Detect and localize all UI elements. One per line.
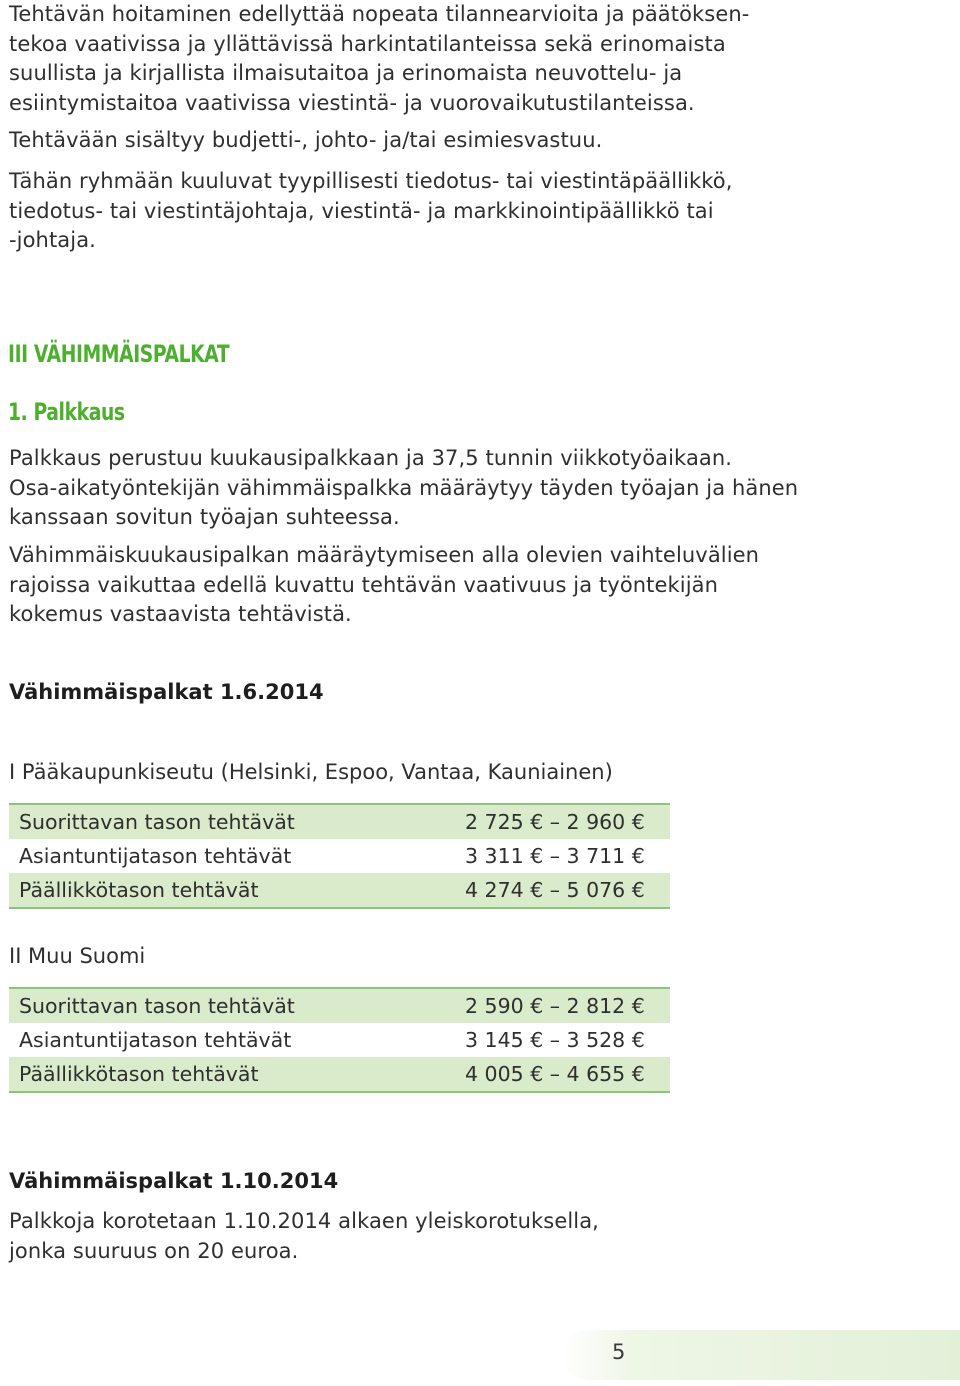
table-row bbox=[9, 805, 670, 839]
region-capital-title: I Pääkaupunkiseutu (Helsinki, Espoo, Vantaa, Kauniainen) bbox=[9, 760, 613, 784]
text-line: kanssaan sovitun työajan suhteessa. bbox=[9, 505, 400, 529]
row-label: Päällikkötason tehtävät bbox=[19, 1062, 259, 1086]
minimum-salaries-october-heading: Vähimmäispalkat 1.10.2014 bbox=[9, 1169, 339, 1193]
intro-paragraph-responsibility bbox=[9, 126, 909, 156]
section-subheading: 1. Palkkaus bbox=[8, 398, 125, 426]
text-line: Tehtävän hoitaminen edellyttää nopeata tilannearvioita ja päätöksen- bbox=[9, 2, 750, 26]
table-row bbox=[9, 989, 670, 1023]
salary-range-paragraph bbox=[9, 541, 909, 630]
text-line: rajoissa vaikuttaa edellä kuvattu tehtävän vaativuus ja työntekijän bbox=[9, 572, 719, 597]
text-line: -johtaja. bbox=[9, 228, 96, 252]
table-row bbox=[9, 873, 670, 907]
row-value: 2 725 € – 2 960 € bbox=[465, 810, 645, 834]
text-line: tekoa vaativissa ja yllättävissä harkintatilanteissa sekä erinomaista bbox=[9, 31, 726, 56]
salary-basis-paragraph bbox=[9, 444, 909, 533]
row-value: 4 005 € – 4 655 € bbox=[465, 1062, 645, 1086]
page-number: 5 bbox=[612, 1340, 626, 1364]
row-value: 3 311 € – 3 711 € bbox=[465, 844, 645, 868]
region-rest-of-finland-title: II Muu Suomi bbox=[9, 944, 146, 968]
text-line: esiintymistaitoa vaativissa viestintä- ja vuorovaikutustilanteissa. bbox=[9, 90, 695, 115]
row-label: Suorittavan tason tehtävät bbox=[19, 994, 295, 1018]
row-label: Päällikkötason tehtävät bbox=[19, 878, 259, 902]
row-value: 3 145 € – 3 528 € bbox=[465, 1028, 645, 1052]
text-line: Tehtävään sisältyy budjetti-, johto- ja/tai esimiesvastuu. bbox=[9, 128, 603, 152]
row-label: Asiantuntijatason tehtävät bbox=[19, 1028, 292, 1052]
intro-paragraph-requirements bbox=[9, 0, 909, 118]
table-row bbox=[9, 1057, 670, 1091]
minimum-salaries-june-heading: Vähimmäispalkat 1.6.2014 bbox=[9, 680, 324, 704]
text-line: suullista ja kirjallista ilmaisutaitoa ja erinomaista neuvottelu- ja bbox=[9, 61, 683, 85]
salary-increase-paragraph bbox=[9, 1207, 909, 1266]
text-line: jonka suuruus on 20 euroa. bbox=[9, 1238, 299, 1263]
salary-table-capital-region bbox=[9, 803, 670, 909]
row-value: 4 274 € – 5 076 € bbox=[465, 878, 645, 902]
table-row bbox=[9, 839, 670, 873]
salary-table-rest-of-finland bbox=[9, 987, 670, 1093]
row-label: Suorittavan tason tehtävät bbox=[19, 810, 295, 834]
section-heading: III VÄHIMMÄISPALKAT bbox=[8, 340, 230, 368]
text-line: Palkkaus perustuu kuukausipalkkaan ja 37,5 tunnin viikkotyöaikaan. bbox=[9, 446, 733, 470]
text-line: tiedotus- tai viestintäjohtaja, viestintä- ja markkinointipäällikkö tai bbox=[9, 198, 714, 223]
text-line: kokemus vastaavista tehtävistä. bbox=[9, 602, 352, 626]
text-line: Vähimmäiskuukausipalkan määräytymiseen alla olevien vaihteluvälien bbox=[9, 543, 760, 567]
intro-paragraph-roles bbox=[9, 167, 909, 256]
row-label: Asiantuntijatason tehtävät bbox=[19, 844, 292, 868]
text-line: Tähän ryhmään kuuluvat tyypillisesti tiedotus- tai viestintäpäällikkö, bbox=[9, 169, 733, 193]
table-row bbox=[9, 1023, 670, 1057]
text-line: Osa-aikatyöntekijän vähimmäispalkka määräytyy täyden työajan ja hänen bbox=[9, 475, 799, 500]
text-line: Palkkoja korotetaan 1.10.2014 alkaen yleiskorotuksella, bbox=[9, 1209, 599, 1233]
row-value: 2 590 € – 2 812 € bbox=[465, 994, 645, 1018]
